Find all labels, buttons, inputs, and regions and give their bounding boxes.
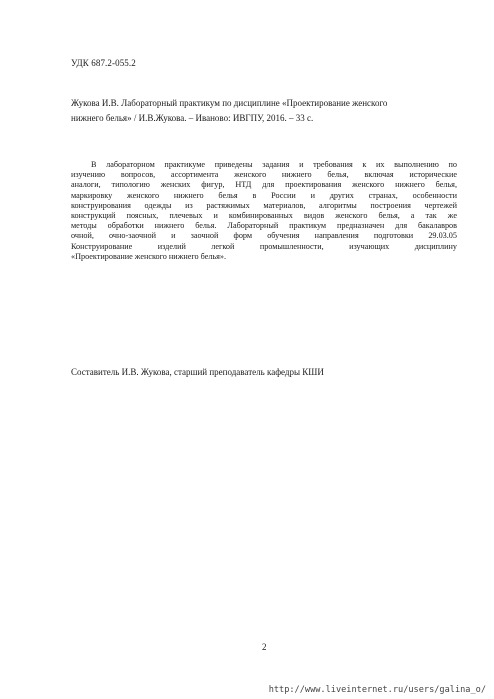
abstract-line: «Проектирование женского нижнего белья». [71, 251, 227, 261]
abstract-paragraph [71, 160, 457, 262]
abstract-line: изучению вопросов, ассортимента женского нижнего белья, включая исторические [71, 170, 457, 180]
abstract-line: аналоги, типологию женских фигур, НТД для проектирования женского нижнего белья, [71, 180, 457, 190]
abstract-line: В лабораторном практикуме приведены задания и требования к их выполнению по [91, 160, 457, 169]
abstract-line: Конструирование изделий легкой промышленности, изучающих дисциплину [71, 241, 457, 251]
abstract-line: конструкций поясных, плечевых и комбинированных видов женского белья, а так же [71, 210, 457, 220]
bibliographic-line: Жукова И.В. Лабораторный практикум по дисциплине «Проектирование женского [71, 98, 388, 108]
compiler-credit: Составитель И.В. Жукова, старший преподаватель кафедры КШИ [71, 367, 324, 377]
bibliographic-line: нижнего белья» / И.В.Жукова. – Иваново: ИВГПУ, 2016. – 33 с. [71, 113, 314, 123]
watermark-url: http://www.liveinternet.ru/users/galina_o/ [268, 685, 486, 695]
abstract-line: очной, очно-заочной и заочной форм обучения направления подготовки 29.03.05 [71, 231, 457, 241]
bibliographic-reference [71, 96, 427, 126]
abstract-line: конструирования одежды из растяжимых материалов, алгоритмы построения чертежей [71, 200, 457, 210]
udk-classification: УДК 687.2-055.2 [71, 58, 136, 68]
page-number: 2 [262, 642, 267, 652]
abstract-line: маркировку женского нижнего белья в России и других странах, особенности [71, 190, 457, 200]
abstract-line: методы обработки нижнего белья. Лабораторный практикум предназначен для бакалавров [71, 221, 457, 231]
